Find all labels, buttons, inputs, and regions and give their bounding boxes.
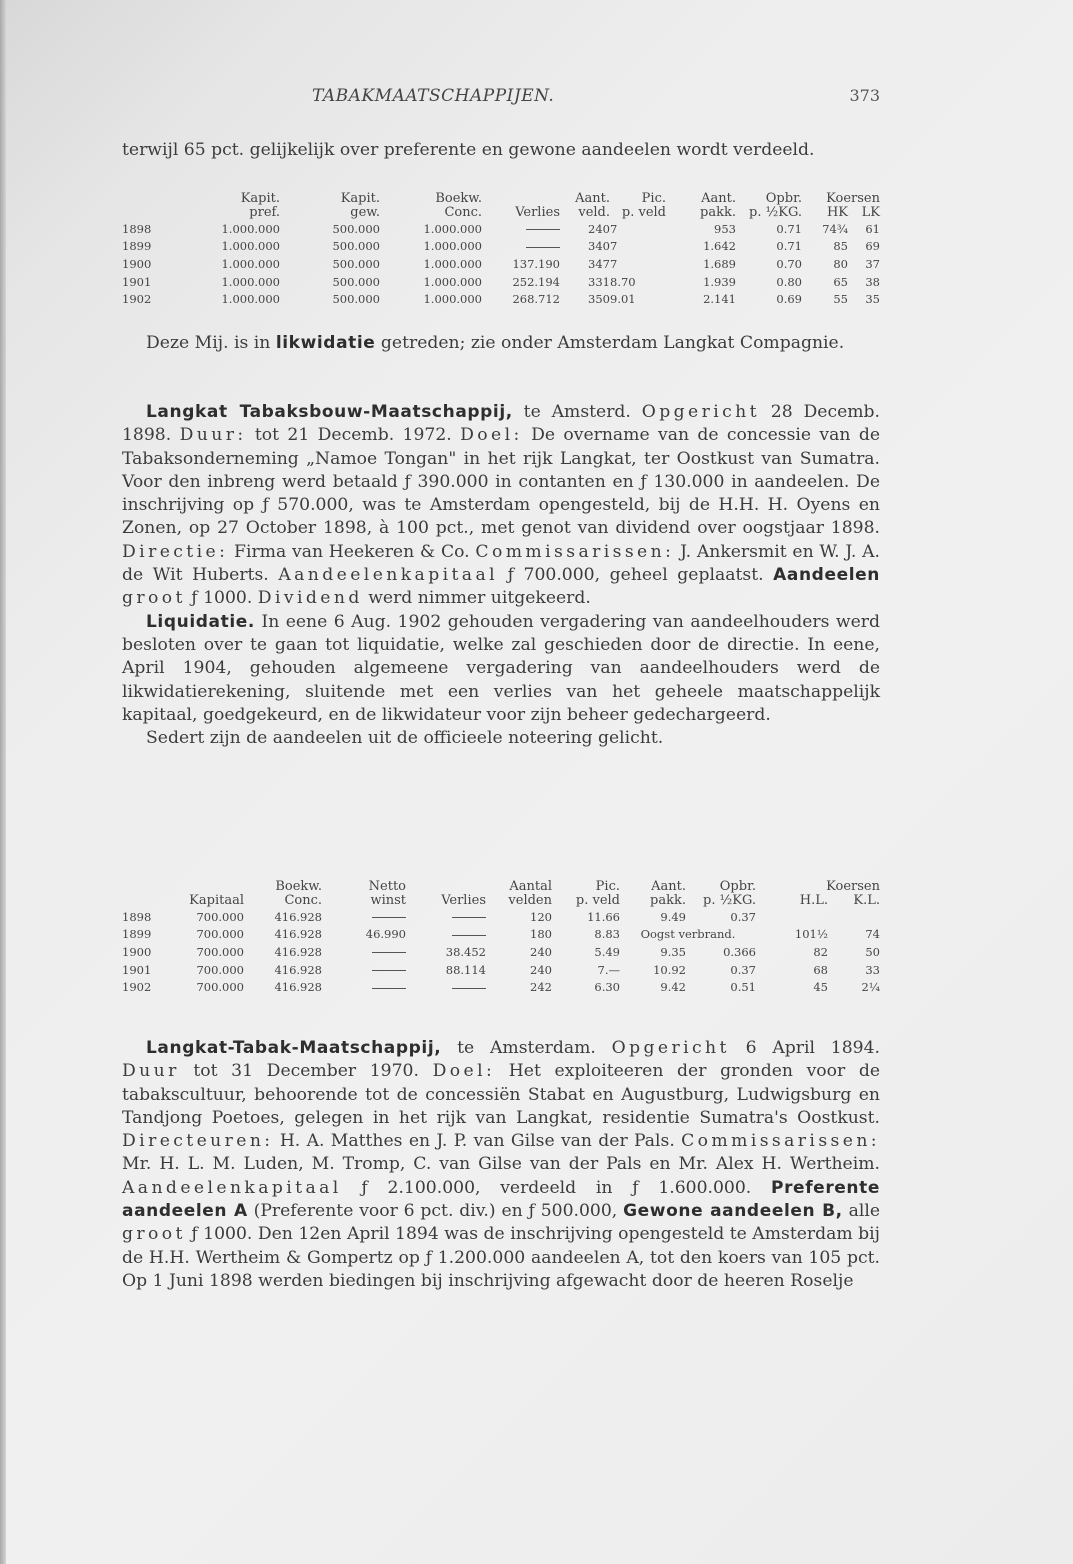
table-header-cell <box>122 206 180 220</box>
table-cell: 38.452 <box>445 944 486 959</box>
sedert-note: Sedert zijn de aandeelen uit de officieele noteering gelicht. <box>146 728 664 749</box>
table-cell: 500.000 <box>332 274 380 289</box>
table-cell: 0.71 <box>776 239 802 254</box>
note-text: getreden; zie onder Amsterdam Langkat Compagnie. <box>375 333 845 353</box>
table-cell <box>482 238 560 256</box>
page-edge-shadow <box>0 0 6 1564</box>
table-langkat-1898-1902 <box>122 192 880 308</box>
table-header-cell: K.L. <box>853 893 880 908</box>
table-header-cell: pref. <box>249 205 280 220</box>
value-directeuren: H. A. Matthes en J. P. van Gilse van der Pals. <box>273 1131 682 1152</box>
table-cell: 33 <box>865 962 880 977</box>
table-cell: 37 <box>865 256 880 271</box>
table-header-cell: Kapitaal <box>189 893 244 908</box>
table-cell: 120 <box>530 909 552 924</box>
table-cell <box>406 926 486 944</box>
value-groot: ƒ 1000. <box>185 588 258 609</box>
table-cell: 1901 <box>122 962 152 977</box>
table-header-cell: Conc. <box>444 205 482 220</box>
table-cell: 1.000.000 <box>221 239 280 254</box>
table-cell: 68 <box>813 962 828 977</box>
table-header-cell: p. ½KG. <box>703 893 756 908</box>
table-cell: 500.000 <box>332 292 380 307</box>
label-kapitaal: Aandeelenkapitaal <box>122 1177 342 1198</box>
table-cell: 85 <box>833 239 848 254</box>
table-cell: 8.70 <box>610 274 636 289</box>
table-cell: 82 <box>813 944 828 959</box>
table-cell: 700.000 <box>196 962 244 977</box>
dash-rule <box>372 988 406 989</box>
label-liquidatie: Liquidatie. <box>146 611 255 632</box>
label-aandeelen: Aandeelen <box>773 565 880 586</box>
table-cell: 347 <box>588 256 610 271</box>
liquidation-note <box>122 332 880 355</box>
table-cell: 0.366 <box>723 944 756 959</box>
table-cell: 1.000.000 <box>423 292 482 307</box>
table-header-cell: pakk. <box>700 205 736 220</box>
table-cell: 1902 <box>122 980 152 995</box>
table-row <box>122 255 880 273</box>
table-cell: 1901 <box>122 274 152 289</box>
table-cell: 1.000.000 <box>221 256 280 271</box>
table-cell: 416.928 <box>274 927 322 942</box>
dash-rule <box>372 917 406 918</box>
label-doel: Doel: <box>460 425 523 446</box>
table-cell: 74¾ <box>822 221 848 236</box>
table-langkat-tabaksbouw-1898-1902 <box>122 880 880 996</box>
table-cell: 1900 <box>122 256 152 271</box>
table-header-cell: Koersen <box>826 879 880 894</box>
table-cell: 500.000 <box>332 239 380 254</box>
company-name: Langkat Tabaksbouw-Maatschappij, <box>146 402 513 422</box>
table-cell: 35 <box>865 292 880 307</box>
table-cell: 65 <box>833 274 848 289</box>
table-cell: 242 <box>530 980 552 995</box>
table-header-cell: Kapit. <box>240 191 280 206</box>
note-text: Deze Mij. is in <box>146 333 276 353</box>
table-row <box>122 926 880 944</box>
table-header-cell <box>406 880 486 894</box>
label-dividend: Dividend <box>257 588 363 609</box>
table-header-cell: Pic. <box>641 191 666 206</box>
table-cell: 1898 <box>122 909 152 924</box>
table-cell: 2.141 <box>703 292 736 307</box>
table-cell: 700.000 <box>196 909 244 924</box>
table-cell: 7 <box>610 256 618 271</box>
table-header-cell: Verlies <box>515 205 560 220</box>
table-cell: 180 <box>530 927 552 942</box>
table-cell: 7.— <box>597 962 620 977</box>
table-cell: 0.70 <box>776 256 802 271</box>
table-cell: 137.190 <box>512 256 560 271</box>
table-cell: 10.92 <box>653 962 686 977</box>
table-cell <box>482 220 560 238</box>
table-cell <box>322 943 406 961</box>
table-header-cell: Aant. <box>701 191 736 206</box>
table-cell: 1.939 <box>703 274 736 289</box>
table-header-cell: gew. <box>350 205 380 220</box>
company-location: te Amsterd. <box>512 402 631 422</box>
table-header-cell: Koersen <box>826 191 880 206</box>
table-cell <box>322 908 406 926</box>
table-cell: 1899 <box>122 927 152 942</box>
table-cell: 0.80 <box>776 274 802 289</box>
table-cell: 7 <box>610 239 618 254</box>
table-header-cell: p. veld <box>575 893 620 908</box>
table-cell: 61 <box>865 221 880 236</box>
table-header-cell: Aant. <box>651 879 686 894</box>
table-cell: 240 <box>588 221 610 236</box>
table-cell: 252.194 <box>512 274 560 289</box>
label-opgericht: Opgericht <box>611 1038 730 1058</box>
table-cell: 331 <box>588 274 610 289</box>
dash-rule <box>372 952 406 953</box>
table-cell: 1.642 <box>703 239 736 254</box>
table-header-cell: Boekw. <box>275 879 322 894</box>
table-cell: 0.51 <box>730 980 756 995</box>
table-header-cell <box>122 880 164 894</box>
entry-langkat-tabaksbouw <box>122 401 880 750</box>
table-cell: 0.37 <box>730 962 756 977</box>
label-opgericht: Opgericht <box>641 402 760 422</box>
table-cell: 0.71 <box>776 221 802 236</box>
table-cell: 88.114 <box>445 962 486 977</box>
table-cell: 350 <box>588 292 610 307</box>
table-cell: 416.928 <box>274 980 322 995</box>
table-cell: 55 <box>833 292 848 307</box>
table-cell: 1902 <box>122 292 152 307</box>
table-row <box>122 238 880 256</box>
value-opgericht: 28 Decemb. 1898. <box>122 402 881 446</box>
table-cell: 45 <box>813 980 828 995</box>
table-cell: 38 <box>865 274 880 289</box>
table-header-cell: Aantal <box>509 879 552 894</box>
value-commissarissen: Mr. H. L. M. Luden, M. Tromp, C. van Gilse van der Pals en Mr. Alex H. Wertheim. <box>122 1154 880 1175</box>
table-cell: 9.01 <box>610 292 636 307</box>
table-header-cell: Kapit. <box>340 191 380 206</box>
label-directeuren: Directeuren: <box>122 1131 274 1152</box>
value-kapitaal: ƒ 2.100.000, verdeeld in ƒ 1.600.000. <box>341 1177 772 1198</box>
table-cell <box>406 978 486 996</box>
table-cell: 7 <box>610 221 618 236</box>
table-header-cell: veld. <box>578 205 610 220</box>
table-header-cell: Conc. <box>284 893 322 908</box>
table-cell: 1.000.000 <box>423 221 482 236</box>
label-doel: Doel: <box>432 1061 496 1082</box>
table-header-cell <box>122 192 180 206</box>
table-header-cell: velden <box>508 893 552 908</box>
table-header-cell: pakk. <box>650 893 686 908</box>
table-cell: 1.000.000 <box>423 274 482 289</box>
table-cell: 1.000.000 <box>221 274 280 289</box>
intro-paragraph: terwijl 65 pct. gelijkelijk over preferente en gewone aandeelen wordt verdeeld. <box>122 140 815 160</box>
table-header-cell <box>164 880 244 894</box>
table-row <box>122 290 880 308</box>
value-opgericht: 6 April 1894. <box>729 1038 880 1058</box>
table-header-cell: Netto <box>368 879 406 894</box>
table-cell: 5.49 <box>594 944 620 959</box>
table-cell: 240 <box>530 962 552 977</box>
table-cell: 46.990 <box>365 927 406 942</box>
table-header-cell <box>122 894 164 908</box>
table-cell: 6.30 <box>594 980 620 995</box>
table-cell: 240 <box>530 944 552 959</box>
table-header-cell: LK <box>861 205 880 220</box>
table-cell <box>406 908 486 926</box>
table-cell: 101½ <box>794 927 828 942</box>
value-duur: tot 31 December 1970. <box>179 1061 433 1082</box>
table-cell: Oogst verbrand. <box>640 927 736 942</box>
table-cell: 0.69 <box>776 292 802 307</box>
value-commissarissen: J. Ankersmit en W. J. A. de Wit Huberts. <box>122 541 880 586</box>
table-cell: 9.35 <box>660 944 686 959</box>
table-cell: 8.83 <box>594 927 620 942</box>
table-header-cell: winst <box>370 893 406 908</box>
label-preferente: Preferente aandeelen A <box>122 1177 880 1222</box>
page-number: 373 <box>849 86 880 105</box>
table-cell: 416.928 <box>274 944 322 959</box>
table-cell: 1.689 <box>703 256 736 271</box>
value-dividend: werd nimmer uitgekeerd. <box>362 588 591 609</box>
table-header-cell: Aant. <box>575 191 610 206</box>
table-header-cell: HK <box>826 205 848 220</box>
table-header-row <box>122 880 880 894</box>
value-liquidatie: In eene 6 Aug. 1902 gehouden vergadering van aandeelhouders werd besloten over te gaan tot liquidatie, welke zal geschieden door de directie. In eene, April 1904, gehouden algemeene vergadering van aandeelhouders werd de likwidatierekening, sluitende met een verlies van het geheele maatschappelijk kapitaal, goedgekeurd, en de likwidateur voor zijn beheer gedechargeerd. <box>122 611 880 725</box>
company-location: te Amsterdam. <box>441 1038 612 1058</box>
table-row <box>122 943 880 961</box>
table-header-cell: Verlies <box>441 893 486 908</box>
table-cell: 1899 <box>122 239 152 254</box>
table-cell: 1898 <box>122 221 152 236</box>
table-header-row <box>122 894 880 908</box>
table-cell: 700.000 <box>196 980 244 995</box>
text-alle: alle <box>842 1201 880 1222</box>
value-groot: ƒ 1000. Den 12en April 1894 was de inschrijving opengesteld te Amsterdam bij de H.H. Wertheim & Gompertz op ƒ 1.200.000 aandeelen A, tot den koers van 105 pct. Op 1 Juni 1898 werden biedingen bij inschrijving afgewacht door de heeren Roselje <box>122 1224 880 1291</box>
label-commissarissen: Commissarissen: <box>681 1131 880 1152</box>
table-cell: 1.000.000 <box>221 292 280 307</box>
table-cell: 11.66 <box>587 909 620 924</box>
table-cell: 1.000.000 <box>423 239 482 254</box>
company-name: Langkat-Tabak-Maatschappij, <box>146 1038 442 1058</box>
label-groot: groot <box>122 588 186 609</box>
table-row <box>122 273 880 291</box>
table-header-cell: Boekw. <box>435 191 482 206</box>
table-header-cell: Opbr. <box>719 879 756 894</box>
table-cell <box>828 908 880 926</box>
table-row <box>122 978 880 996</box>
table-cell: 50 <box>865 944 880 959</box>
table-cell: 0.37 <box>730 909 756 924</box>
value-doel: De overname van de concessie van de Tabaksonderneming „Namoe Tongan" in het rijk Langkat, ter Oostkust van Sumatra. Voor den inbreng werd betaald ƒ 390.000 in contanten en ƒ 130.000 in aandeelen. De inschrijving op ƒ 570.000, was te Amsterdam opengesteld, bij de H.H. H. Oyens en Zonen, op 27 October 1898, à 100 pct., met genot van dividend over oogstjaar 1898. <box>122 425 880 539</box>
table-header-cell <box>482 192 560 206</box>
table-cell <box>322 978 406 996</box>
table-cell: 1900 <box>122 944 152 959</box>
value-preferente: (Preferente voor 6 pct. div.) en ƒ 500.000, <box>247 1201 624 1222</box>
table-cell: 9.49 <box>660 909 686 924</box>
table-cell: 2¼ <box>861 980 880 995</box>
table-cell: 340 <box>588 239 610 254</box>
table-cell: 953 <box>714 221 736 236</box>
entry-langkat-tabak-maatschappij <box>122 1037 880 1293</box>
label-directie: Directie: <box>122 541 229 562</box>
table-cell: 500.000 <box>332 256 380 271</box>
table-cell: 74 <box>865 927 880 942</box>
table-cell: 268.712 <box>512 292 560 307</box>
table-cell: 69 <box>865 239 880 254</box>
table-row <box>122 908 880 926</box>
table-cell <box>322 961 406 979</box>
running-title: TABAKMAATSCHAPPIJEN. <box>312 86 555 106</box>
table-cell: 500.000 <box>332 221 380 236</box>
dash-rule <box>526 229 560 230</box>
table-cell: 1.000.000 <box>423 256 482 271</box>
table-row <box>122 220 880 238</box>
table-cell <box>756 908 828 926</box>
dash-rule <box>526 247 560 248</box>
dash-rule <box>372 970 406 971</box>
table-header-cell: Opbr. <box>765 191 802 206</box>
table-cell: 9.42 <box>660 980 686 995</box>
running-header <box>122 86 880 110</box>
table-header-cell: p. veld <box>621 205 666 220</box>
dash-rule <box>452 917 486 918</box>
dash-rule <box>452 988 486 989</box>
table-cell: 416.928 <box>274 909 322 924</box>
table-row <box>122 961 880 979</box>
table-header-cell: H.L. <box>799 893 828 908</box>
value-directie: Firma van Heekeren & Co. <box>228 541 476 562</box>
note-bold-likwidatie: likwidatie <box>275 333 376 353</box>
table-header-row <box>122 192 880 206</box>
table-header-row <box>122 206 880 220</box>
value-doel: Het exploiteeren der gronden voor de tabakscultuur, behoorende tot de concessiën Stabat en Augustburg, Ludwigsburg en Tandjong Poetoes, gelegen in het rijk van Langkat, residentie Sumatra's Oostkust. <box>122 1061 880 1128</box>
table-cell: 1.000.000 <box>221 221 280 236</box>
label-duur: Duur: <box>179 425 247 446</box>
dash-rule <box>452 935 486 936</box>
value-duur: tot 21 Decemb. 1972. <box>246 425 461 446</box>
table-cell: 416.928 <box>274 962 322 977</box>
table-header-cell: Pic. <box>595 879 620 894</box>
label-groot: groot <box>122 1224 186 1245</box>
label-kapitaal: Aandeelenkapitaal <box>278 565 498 586</box>
label-commissarissen: Commissarissen: <box>475 541 675 562</box>
table-cell: 700.000 <box>196 927 244 942</box>
table-cell: 700.000 <box>196 944 244 959</box>
value-kapitaal: ƒ 700.000, geheel geplaatst. <box>498 565 774 586</box>
table-header-cell: p. ½KG. <box>749 205 802 220</box>
label-gewone: Gewone aandeelen B, <box>623 1201 843 1222</box>
label-duur: Duur <box>122 1061 180 1082</box>
table-cell: 80 <box>833 256 848 271</box>
